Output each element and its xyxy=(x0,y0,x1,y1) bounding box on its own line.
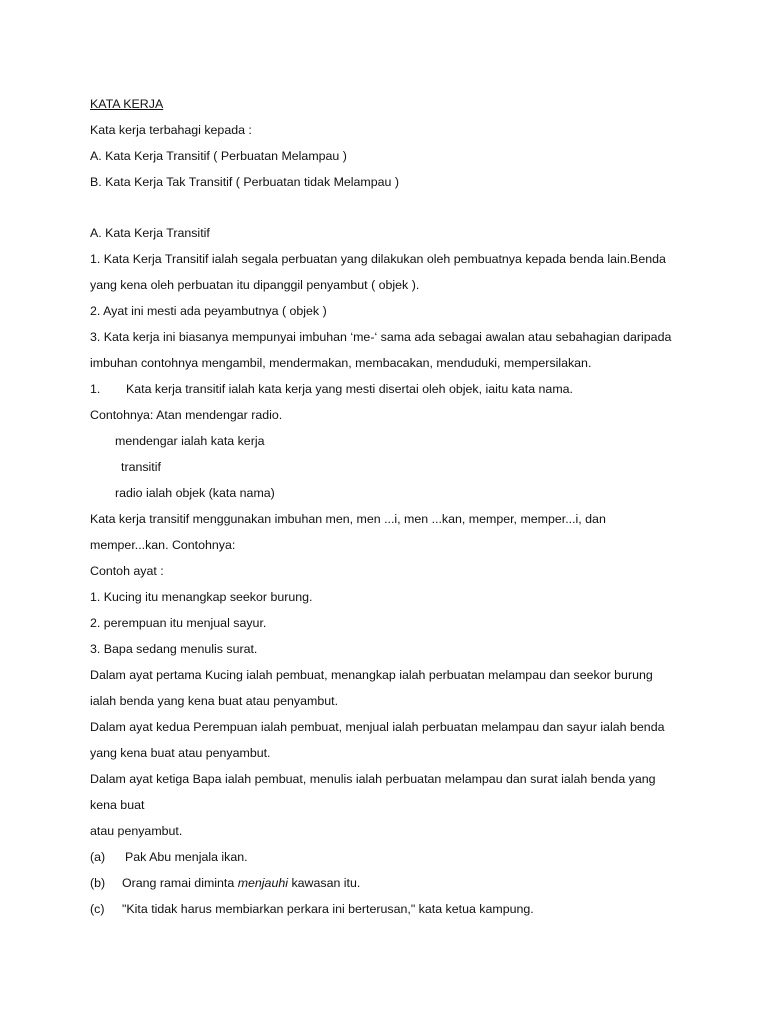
text-line: 1. Kucing itu menangkap seekor burung. xyxy=(90,590,313,604)
text-line: transitif xyxy=(121,460,161,474)
lettered-item xyxy=(90,849,248,865)
lettered-item xyxy=(90,875,360,891)
text-line: radio ialah objek (kata nama) xyxy=(115,486,275,500)
text-line: atau penyambut. xyxy=(90,824,183,838)
text-line: Dalam ayat ketiga Bapa ialah pembuat, menulis ialah perbuatan melampau dan surat ialah benda yang xyxy=(90,772,656,786)
document-heading: KATA KERJA xyxy=(90,97,164,111)
numbered-item xyxy=(90,381,573,397)
text-line: Contohnya: Atan mendengar radio. xyxy=(90,408,283,422)
item-label: (b) xyxy=(90,876,106,890)
text-line: B. Kata Kerja Tak Transitif ( Perbuatan tidak Melampau ) xyxy=(90,175,399,189)
text-line: imbuhan contohnya mengambil, mendermakan, membacakan, menduduki, mempersilakan. xyxy=(90,356,592,370)
text-line: 2. perempuan itu menjual sayur. xyxy=(90,616,267,630)
text-line: Contoh ayat : xyxy=(90,564,164,578)
text-line: A. Kata Kerja Transitif ( Perbuatan Melampau ) xyxy=(90,149,347,163)
text-line: ialah benda yang kena buat atau penyambut. xyxy=(90,694,339,708)
item-text: "Kita tidak harus membiarkan perkara ini berterusan," kata ketua kampung. xyxy=(122,902,534,916)
text-line: 1. Kata Kerja Transitif ialah segala perbuatan yang dilakukan oleh pembuatnya kepada benda lain.Benda xyxy=(90,252,666,266)
text-line: Kata kerja transitif menggunakan imbuhan men, men ...i, men ...kan, memper, memper...i, dan xyxy=(90,512,606,526)
item-text: Orang ramai diminta xyxy=(122,876,238,890)
item-text: Kata kerja transitif ialah kata kerja yang mesti disertai oleh objek, iaitu kata nama. xyxy=(126,382,573,396)
text-line: memper...kan. Contohnya: xyxy=(90,538,236,552)
lettered-item xyxy=(90,901,534,917)
text-line: Dalam ayat pertama Kucing ialah pembuat, menangkap ialah perbuatan melampau dan seekor burung xyxy=(90,668,653,682)
text-line: yang kena buat atau penyambut. xyxy=(90,746,271,760)
item-text-italic: menjauhi xyxy=(237,876,288,890)
text-line: yang kena oleh perbuatan itu dipanggil penyambut ( objek ). xyxy=(90,278,420,292)
section-title: A. Kata Kerja Transitif xyxy=(90,226,210,240)
text-line: 3. Bapa sedang menulis surat. xyxy=(90,642,258,656)
item-label: (c) xyxy=(90,902,105,916)
text-line: kena buat xyxy=(90,798,145,812)
text-line: Dalam ayat kedua Perempuan ialah pembuat, menjual ialah perbuatan melampau dan sayur ialah benda xyxy=(90,720,665,734)
item-number: 1. xyxy=(90,382,101,396)
item-label: (a) xyxy=(90,850,106,864)
text-line: Kata kerja terbahagi kepada : xyxy=(90,123,252,137)
item-text: kawasan itu. xyxy=(288,876,361,890)
item-text: Pak Abu menjala ikan. xyxy=(125,850,248,864)
text-line: 2. Ayat ini mesti ada peyambutnya ( objek ) xyxy=(90,304,327,318)
text-line: 3. Kata kerja ini biasanya mempunyai imbuhan ‘me-‘ sama ada sebagai awalan atau sebahagian daripada xyxy=(90,330,672,344)
text-line: mendengar ialah kata kerja xyxy=(115,434,265,448)
